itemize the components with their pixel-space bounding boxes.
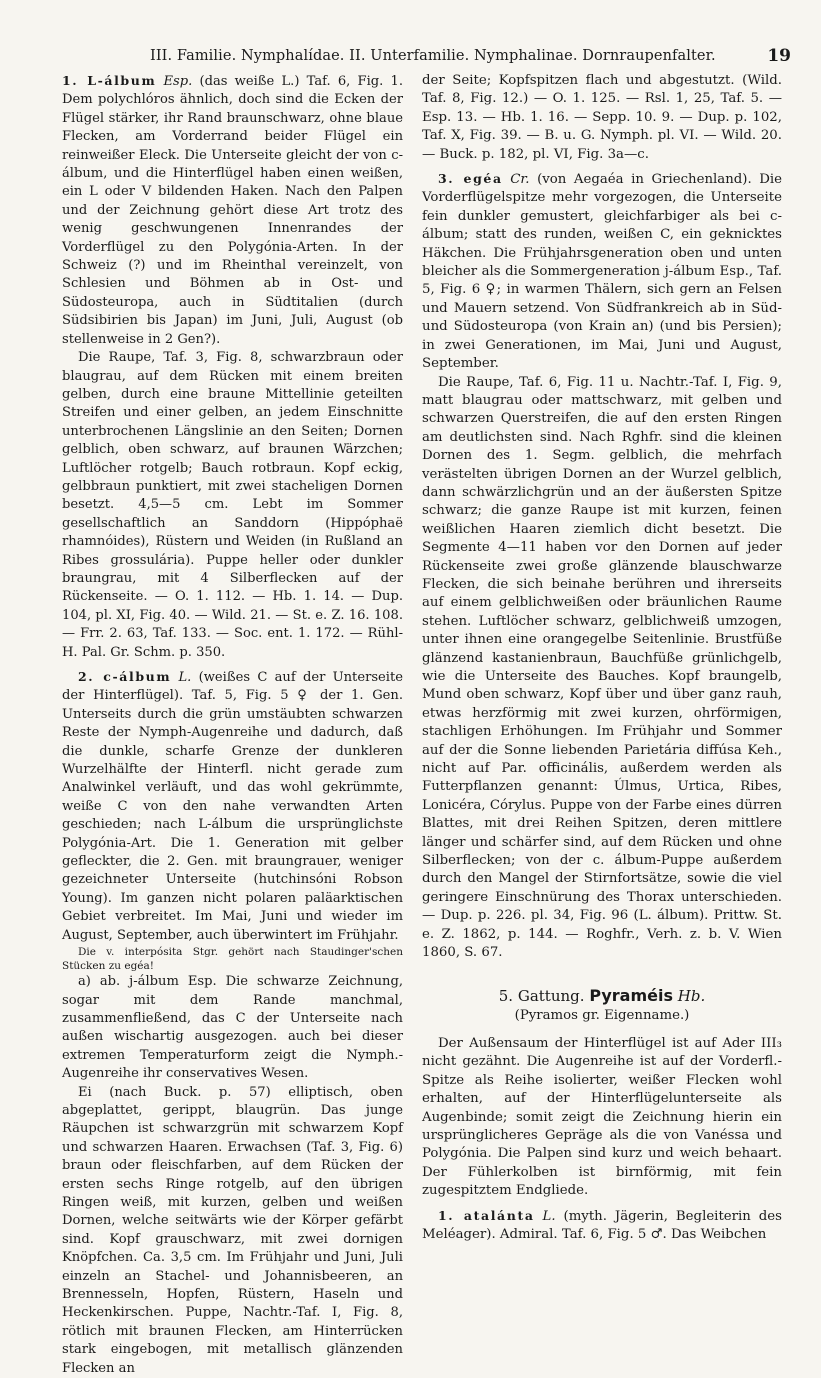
- genus-author: Hb.: [677, 986, 706, 1005]
- larva-description: Die Raupe, Taf. 3, Fig. 8, schwarzbraun oder blaugrau, auf dem Rücken mit einem breiten gelben, durch eine braune Mittellinie geteilten Streifen und einer gelben, an jedem Einschnitte unterbrochenen Längslinie an den Seiten; Dornen gelblich, oben schwarz, auf braunen Wärzchen; Luftlöcher rotgelb; Bauch rotbraun. Kopf eckig, gelbbraun punktiert, mit zwei stacheligen Dornen besetzt. 4,5—5 cm. Lebt im Sommer gesellschaftlich an Sanddorn (Hippóphaë rhamnóides), Rüstern und Weiden (in Rußland an Ribes grossulária). Puppe heller oder dunkler braungrau, mit 4 Silberflecken auf der Rückenseite. — O. 1. 112. — Hb. 1. 14. — Dup. 104, pl. XI, Fig. 40. — Wild. 21. — St. e. Z. 16. 108. — Frr. 2. 63, Taf. 133. — Soc. ent. 1. 172. — Rühl-H. Pal. Gr. Schm. p. 350.: [62, 350, 403, 660]
- running-header: [0, 44, 821, 70]
- species-heading: 3. egéa: [438, 171, 503, 187]
- species-intro: (das weiße L.) Taf. 6, Fig. 1.: [199, 74, 403, 89]
- species-author: Esp.: [163, 74, 193, 89]
- species-description: (von Aegaéa in Griechenland). Die Vorderflügelspitze mehr vorgezogen, die Unterseite fein dunkler gemustert, gleichfarbiger als bei c-álbum; statt des runden, weißen C, ein geknicktes Häkchen. Die Frühjahrsgeneration oben und unten bleicher als die Sommergeneration j-álbum Esp., Taf. 5, Fig. 6 ♀; in warmen Thälern, sich gern an Felsen und Mauern setzend. Von Südfrankreich ab in Süd- und Südosteuropa (von Krain an) (und bis Persien); in zwei Generationen, im Mai, Juni und August, September.: [422, 172, 782, 372]
- egg-larva-description: Ei (nach Buck. p. 57) elliptisch, oben abgeplattet, gerippt, blaugrün. Das junge Räupchen ist schwarzgrün mit schwarzem Kopf und schwarzen Haaren. Erwachsen (Taf. 3, Fig. 6) braun oder fleischfarben, auf dem Rücken der ersten sechs Ringe rotgelb, auf den übrigen Ringen weiß, mit kurzen, gelben und weißen Dornen, welche seitwärts wie der Körper gefärbt sind. Kopf grauschwarz, mit zwei dornigen Knöpfchen. Ca. 3,5 cm. Im Frühjahr und Juni, Juli einzeln an Stachel- und Johannisbeeren, an Brennesseln, Hopfen, Rüstern, Haseln und Heckenkirschen. Puppe, Nachtr.-Taf. I, Fig. 8, rötlich mit braunen Flecken, am Hinterrücken stark eingebogen, mit metallisch glänzenden Flecken an: [62, 1084, 403, 1376]
- species-author: L.: [178, 670, 192, 685]
- species-description: (myth. Jägerin, Begleiterin des Meléager). Admiral. Taf. 6, Fig. 5 ♂. Das Weibchen: [422, 1208, 782, 1242]
- species-heading: 1. L-álbum: [62, 73, 157, 88]
- left-column: [62, 72, 403, 1376]
- species-description: (weißes C auf der Unterseite der Hinterflügel). Taf. 5, Fig. 5 ♀ der 1. Gen. Unterseits durch die grün umstäubten schwarzen Reste der Nymph-Augenreihe und dadurch, daß die dunkle, scharfe Grenze der dunkleren Wurzelhälfte der Hinterfl. nicht gerade zum Analwinkel verläuft, und das wohl gekrümmte, weiße C von den nahe verwandten Arten geschieden; nach L-álbum die ursprünglichste Polygónia-Art. Die 1. Generation mit gelber gefleckter, die 2. Gen. mit braungrauer, weniger gezeichneter Unterseite (hutchinsóni Robson Young). Im ganzen nicht polaren paläarktischen Gebiet verbreitet. Im Mai, Juni und wieder im August, September, auch überwintert im Frühjahr.: [62, 670, 403, 943]
- species-heading: 2. c-álbum: [78, 669, 172, 684]
- larva-description: Die Raupe, Taf. 6, Fig. 11 u. Nachtr.-Taf. I, Fig. 9, matt blaugrau oder mattschwarz, mit gelben und schwarzen Querstreifen, die auf den ersten Ringen am deutlichsten sind. Nach Rghfr. sind die kleinen Dornen des 1. Segm. gelblich, die mehrfach verästelten übrigen Dornen an der Wurzel gelblich, dann schwärzlichgrün und an der äußersten Spitze schwarz; die ganze Raupe ist mit kurzen, feinen weißlichen Haaren ziemlich dicht besetzt. Die Segmente 4—11 haben vor den Dornen auf jeder Rückenseite zwei große glänzende blauschwarze Flecken, die sich beinahe berühren und ihrerseits auf einem gelblichweißen oder bräunlichen Raume stehen. Luftlöcher schwarz, gelblichweiß umzogen, unter ihnen eine orangegelbe Seitenlinie. Brustfüße glänzend kastanienbraun, Bauchfüße grünlichgelb, wie die Unterseite des Bauches. Kopf braungelb, Mund oben schwarz, Kopf über und über ganz rauh, etwas herzförmig mit zwei kurzen, ohrförmigen, stachligen Erhöhungen. Im Frühjahr und Sommer auf der die Sonne liebenden Parietária diffúsa Keh., nicht auf Par. officinális, außerdem werden als Futterpflanzen genannt: Úlmus, Urtica, Ribes, Lonicéra, Córylus. Puppe von der Farbe eines dürren Blattes, mit drei Reihen Spitzen, deren mittlere länger und schärfer sind, auf dem Rücken und ohne Silberflecken; von der c. álbum-Puppe außerdem durch den Mangel der Stirnfortsätze, sowie die viel geringere Einschnürung des Thorax unterschieden. — Dup. p. 226. pl. 34, Fig. 96 (L. álbum). Prittw. St. e. Z. 1862, p. 144. — Roghfr., Verh. z. b. V. Wien 1860, S. 67.: [422, 374, 782, 961]
- continued-text: der Seite; Kopfspitzen flach und abgestutzt. (Wild. Taf. 8, Fig. 12.) — O. 1. 125. — Rsl. 1, 25, Taf. 5. — Esp. 13. — Hb. 1. 16. — Sepp. 10. 9. — Dup. p. 102, Taf. X, Fig. 39. — B. u. G. Nymph. pl. VI. — Wild. 20. — Buck. p. 182, pl. VI, Fig. 3a—c.: [422, 73, 782, 162]
- genus-heading: [422, 985, 782, 1007]
- right-column: [422, 72, 782, 1242]
- genus-name: Pyraméis: [589, 985, 673, 1005]
- page-number: 19: [767, 46, 791, 66]
- footnote: Die v. interpósita Stgr. gehört nach Staudinger'schen Stücken zu egéa!: [62, 946, 403, 973]
- species-description: Dem polychlóros ähnlich, doch sind die Ecken der Flügel stärker, ihr Rand braunschwarz, ohne blaue Flecken, am Vorderrand beider Flügel ein reinweißer Eleck. Die Unterseite gleicht der von c-álbum, und die Hinterflügel haben einen weißen, ein L oder V bildenden Haken. Nach den Palpen und der Zeichnung gehört diese Art trotz des wenig geschwungenen Innenrandes der Vorderflügel zu den Polygónia-Arten. In der Schweiz (?) und im Rheinthal vereinzelt, von Schlesien und Böhmen ab in Ost- und Südosteuropa, auch in Südtitalien (durch Südsibirien bis Japan) im Juni, Juli, August (ob stellenweise in 2 Gen?).: [62, 92, 403, 347]
- species-author: Cr.: [510, 172, 530, 188]
- species-entry-l-album: [62, 72, 403, 349]
- species-entry-egea: [422, 170, 782, 373]
- species-entry-atalanta: [422, 1207, 782, 1245]
- aberration-entry: a) ab. j-álbum Esp. Die schwarze Zeichnung, sogar mit dem Rande manchmal, zusammenfließend, das C der Unterseite nach außen wischartig ausgezogen. auch bei dieser extremen Temperaturform zeigt die Nymph.-Augenreihe ihr conservatives Wesen.: [62, 974, 403, 1082]
- genus-subtitle: (Pyramos gr. Eigenname.): [514, 1007, 690, 1023]
- species-entry-c-album: [62, 668, 403, 945]
- species-heading: 1. atalánta: [438, 1207, 535, 1223]
- genus-description: Der Außensaum der Hinterflügel ist auf Ader III₃ nicht gezähnt. Die Augenreihe ist auf der Vorderfl.-Spitze als Reihe isolierter, weißer Flecken wohl erhalten, auf der Hinterflügelunterseite als Augenbinde; somit zeigt die Zeichnung hierin ein ursprünglicheres Gepräge als die von Vanéssa und Polygónia. Die Palpen sind kurz und weich behaart. Der Fühlerkolben ist birnförmig, mit fein zugespitztem Endgliede.: [422, 1035, 782, 1199]
- header-title: III. Familie. Nymphalídae. II. Unterfamilie. Nymphalinae. Dornraupenfalter.: [150, 48, 716, 64]
- genus-prefix: 5. Gattung.: [498, 986, 585, 1005]
- species-author: L.: [542, 1208, 556, 1224]
